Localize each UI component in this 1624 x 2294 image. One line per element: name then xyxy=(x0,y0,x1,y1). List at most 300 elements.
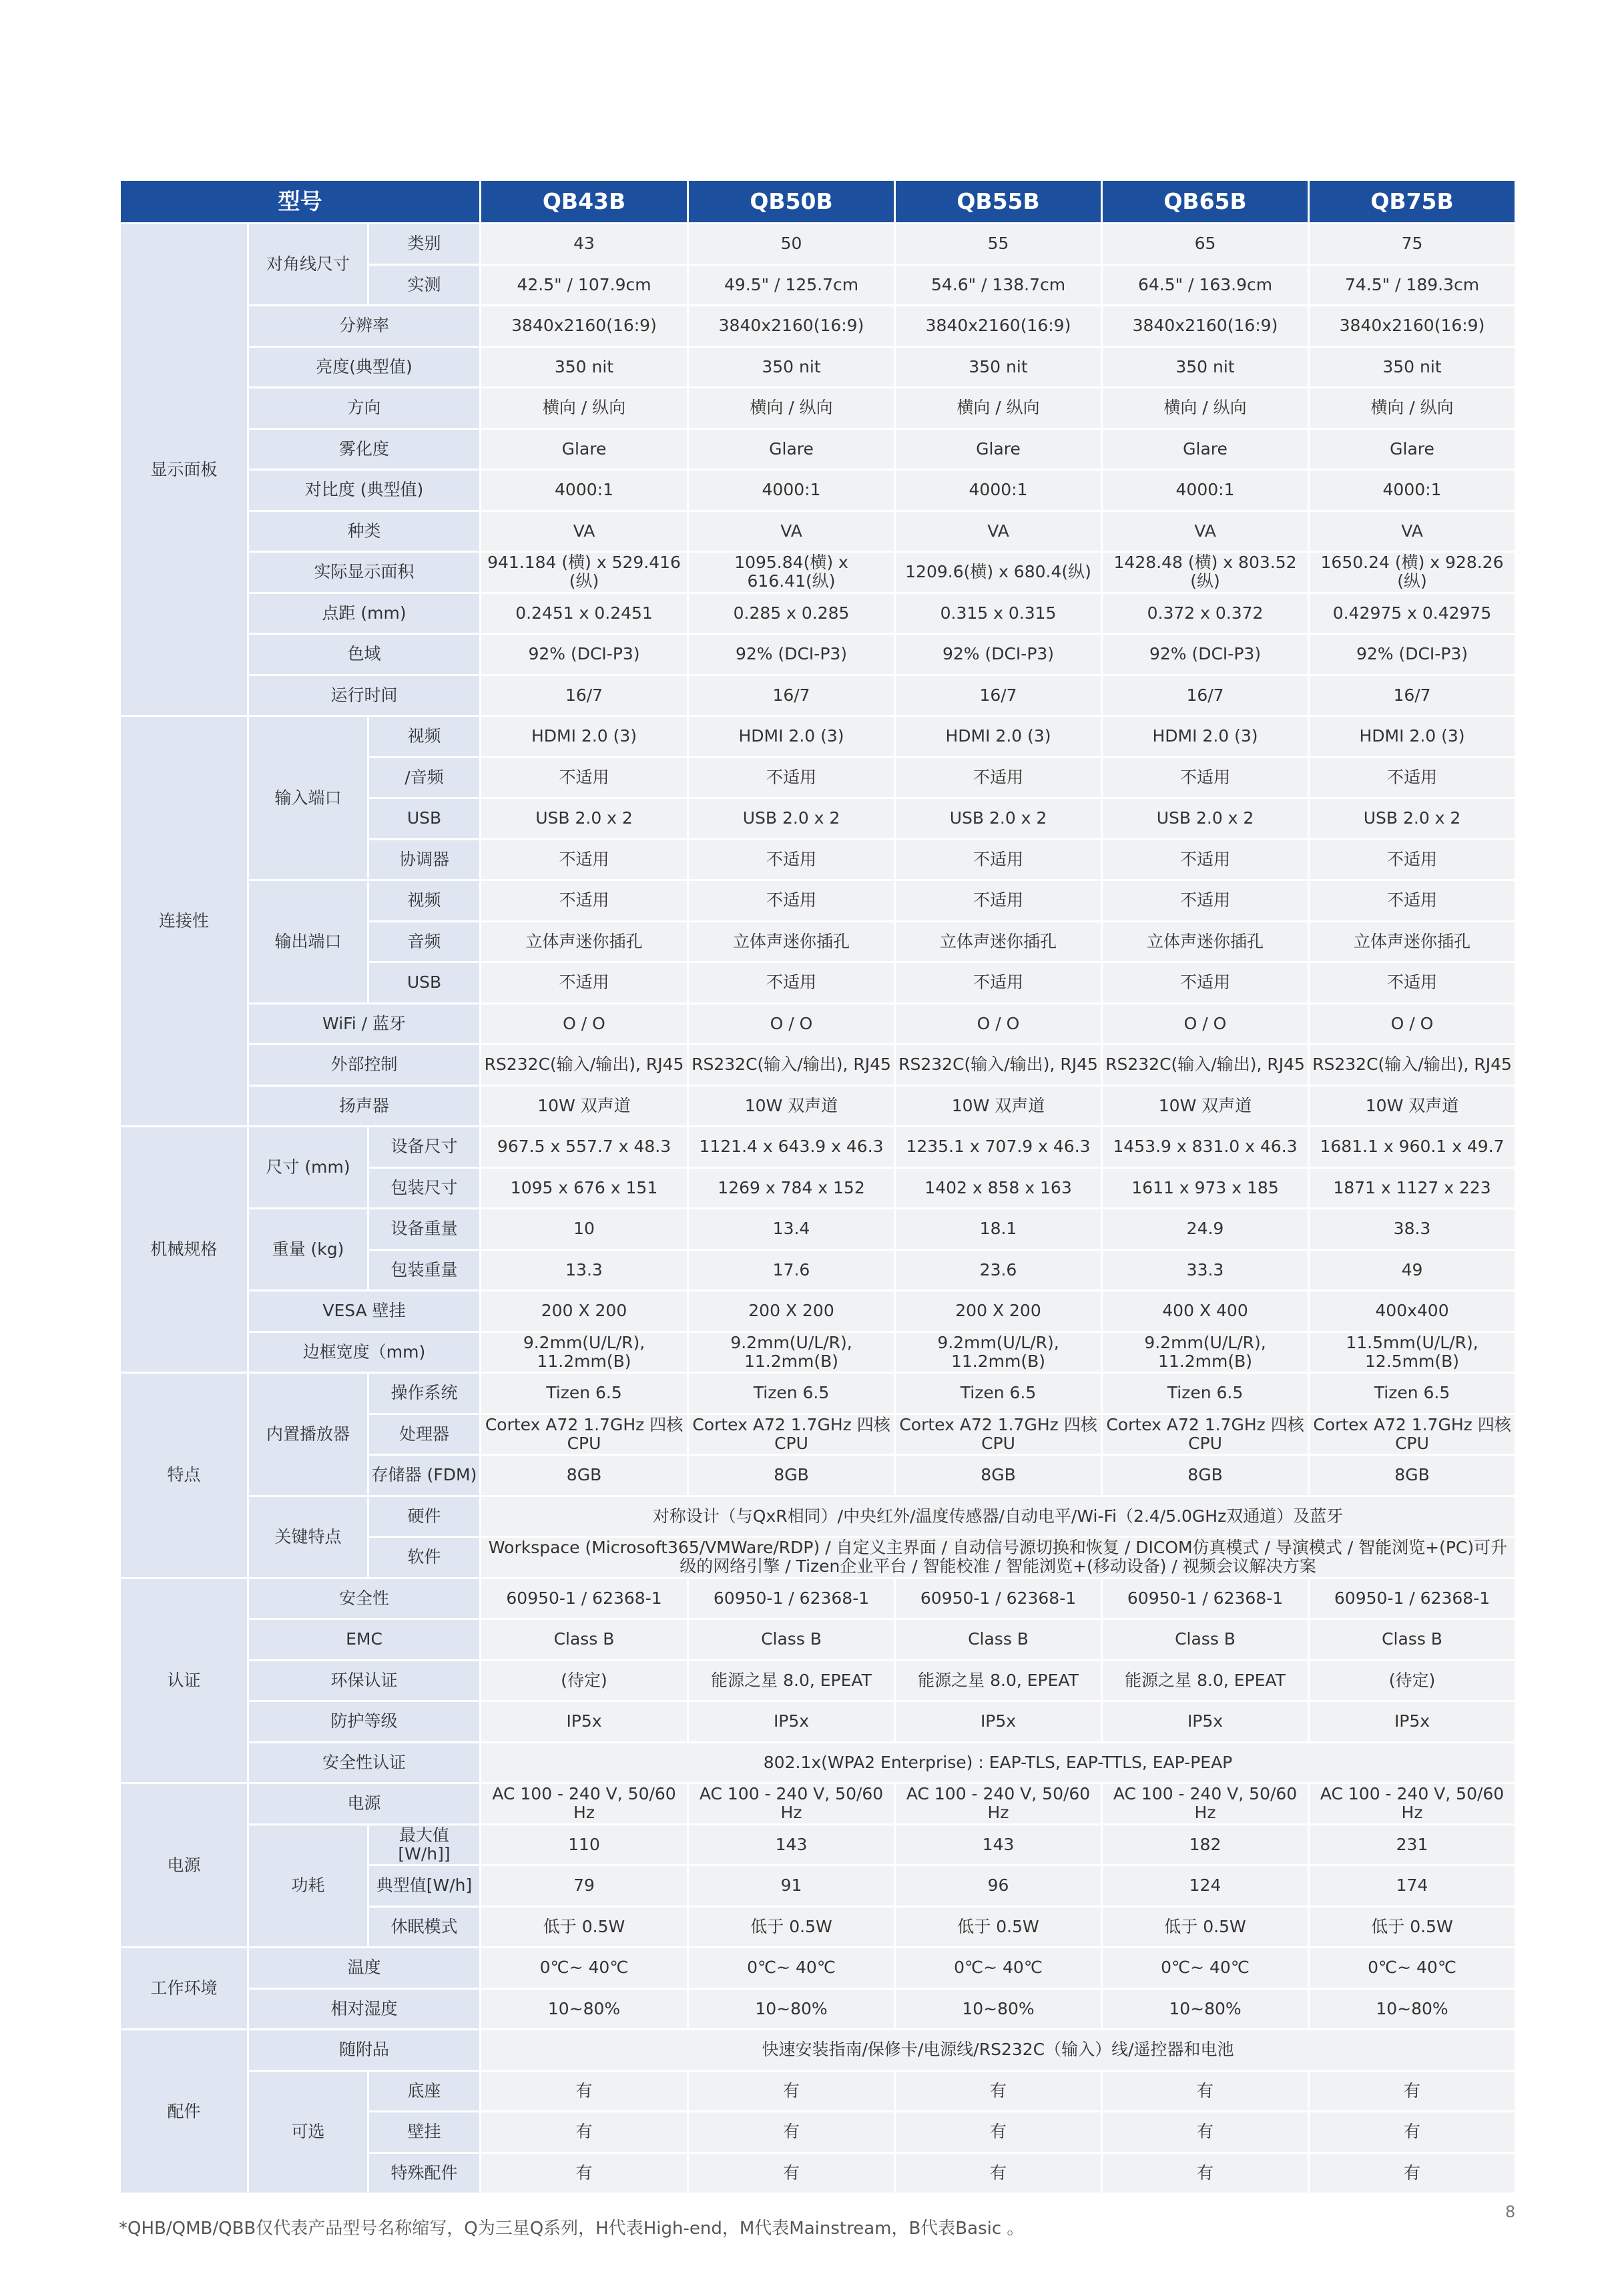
value-cell: 不适用 xyxy=(1102,880,1309,922)
value-cell: 16/7 xyxy=(1309,675,1516,716)
value-cell: 立体声迷你插孔 xyxy=(1102,921,1309,962)
value-cell: 不适用 xyxy=(895,757,1102,798)
value-cell: USB 2.0 x 2 xyxy=(1102,798,1309,840)
value-cell: 有 xyxy=(688,2153,895,2194)
value-cell: 3840x2160(16:9) xyxy=(688,306,895,347)
value-cell: 4000:1 xyxy=(1309,470,1516,511)
subgroup-cell: 输入端口 xyxy=(248,716,368,880)
table-row xyxy=(120,1701,1516,1743)
value-cell: 8GB xyxy=(895,1455,1102,1496)
value-cell: 350 nit xyxy=(1309,346,1516,388)
table-row xyxy=(120,1742,1516,1783)
value-cell: 8GB xyxy=(1102,1455,1309,1496)
value-cell: O / O xyxy=(1309,1003,1516,1045)
value-cell: 立体声迷你插孔 xyxy=(895,921,1102,962)
row-label: 亮度(典型值) xyxy=(248,346,481,388)
value-cell: 1871 x 1127 x 223 xyxy=(1309,1167,1516,1209)
value-cell: 1209.6(横) x 680.4(纵) xyxy=(895,552,1102,593)
value-cell: 有 xyxy=(481,2112,688,2153)
value-cell: HDMI 2.0 (3) xyxy=(688,716,895,758)
value-cell: 13.3 xyxy=(481,1249,688,1291)
value-cell: Tizen 6.5 xyxy=(688,1373,895,1414)
category-cell: 配件 xyxy=(120,2030,248,2194)
value-cell: Glare xyxy=(1102,428,1309,470)
value-cell: 3840x2160(16:9) xyxy=(1102,306,1309,347)
value-cell: 3840x2160(16:9) xyxy=(895,306,1102,347)
value-cell: 92% (DCI-P3) xyxy=(1102,634,1309,675)
value-cell: 不适用 xyxy=(1309,962,1516,1004)
table-row xyxy=(120,1332,1516,1373)
value-cell: 有 xyxy=(1309,2112,1516,2153)
value-cell: 1235.1 x 707.9 x 46.3 xyxy=(895,1127,1102,1168)
value-cell: 横向 / 纵向 xyxy=(895,388,1102,429)
category-cell: 机械规格 xyxy=(120,1127,248,1373)
value-cell: 92% (DCI-P3) xyxy=(1309,634,1516,675)
value-cell: 立体声迷你插孔 xyxy=(1309,921,1516,962)
footnote: *QHB/QMB/QBB仅代表产品型号名称缩写，Q为三星Q系列，H代表High-end，M代表Mainstream，B代表Basic 。 xyxy=(119,2219,1025,2239)
value-cell: 低于 0.5W xyxy=(1309,1906,1516,1948)
value-cell: AC 100 - 240 V, 50/60 Hz xyxy=(895,1783,1102,1825)
value-cell: 182 xyxy=(1102,1824,1309,1866)
value-cell: 16/7 xyxy=(1102,675,1309,716)
row-label: 包装尺寸 xyxy=(368,1167,481,1209)
value-cell: 10~80% xyxy=(688,1988,895,2030)
value-cell: Cortex A72 1.7GHz 四核 CPU xyxy=(1102,1414,1309,1455)
value-cell: 49 xyxy=(1309,1249,1516,1291)
row-label: 协调器 xyxy=(368,839,481,880)
row-label: 对比度 (典型值) xyxy=(248,470,481,511)
value-cell: 16/7 xyxy=(688,675,895,716)
value-cell: 200 X 200 xyxy=(481,1291,688,1332)
value-cell: IP5x xyxy=(1102,1701,1309,1743)
value-cell: 立体声迷你插孔 xyxy=(688,921,895,962)
value-cell: 有 xyxy=(1102,2112,1309,2153)
value-cell: IP5x xyxy=(1309,1701,1516,1743)
value-cell: 不适用 xyxy=(1309,839,1516,880)
row-label: 典型值[W/h] xyxy=(368,1866,481,1907)
value-cell: 174 xyxy=(1309,1866,1516,1907)
value-cell: Cortex A72 1.7GHz 四核 CPU xyxy=(1309,1414,1516,1455)
value-cell: 10~80% xyxy=(481,1988,688,2030)
value-cell: 200 X 200 xyxy=(895,1291,1102,1332)
value-cell: USB 2.0 x 2 xyxy=(688,798,895,840)
table-row xyxy=(120,470,1516,511)
model-header: 型号 xyxy=(120,180,481,224)
row-label: 音频 xyxy=(368,921,481,962)
value-cell: RS232C(输入/输出), RJ45 xyxy=(1309,1045,1516,1086)
value-cell: 0.2451 x 0.2451 xyxy=(481,593,688,634)
table-row xyxy=(120,716,1516,758)
value-cell: 60950-1 / 62368-1 xyxy=(1309,1578,1516,1619)
value-cell: 43 xyxy=(481,224,688,265)
model-column-header: QB65B xyxy=(1102,180,1309,224)
subgroup-cell: 可选 xyxy=(248,2070,368,2194)
table-row xyxy=(120,306,1516,347)
table-row xyxy=(120,552,1516,593)
value-cell: 不适用 xyxy=(481,839,688,880)
row-label: 运行时间 xyxy=(248,675,481,716)
table-row xyxy=(120,1045,1516,1086)
value-cell: 10W 双声道 xyxy=(688,1085,895,1127)
table-row xyxy=(120,1619,1516,1661)
table-row xyxy=(120,428,1516,470)
value-cell: 9.2mm(U/L/R), 11.2mm(B) xyxy=(895,1332,1102,1373)
value-cell: 16/7 xyxy=(481,675,688,716)
row-label: 实测 xyxy=(368,264,481,306)
row-label: 包装重量 xyxy=(368,1249,481,1291)
value-cell: 有 xyxy=(481,2153,688,2194)
table-row xyxy=(120,880,1516,922)
value-cell: Glare xyxy=(481,428,688,470)
value-cell: 1650.24 (横) x 928.26 (纵) xyxy=(1309,552,1516,593)
value-cell: 1428.48 (横) x 803.52 (纵) xyxy=(1102,552,1309,593)
spanning-value-cell: 对称设计（与QxR相同）/中央红外/温度传感器/自动电平/Wi-Fi（2.4/5.0GHz双通道）及蓝牙 xyxy=(481,1496,1516,1537)
value-cell: HDMI 2.0 (3) xyxy=(1309,716,1516,758)
value-cell: 不适用 xyxy=(895,880,1102,922)
value-cell: IP5x xyxy=(688,1701,895,1743)
value-cell: 42.5" / 107.9cm xyxy=(481,264,688,306)
value-cell: 横向 / 纵向 xyxy=(688,388,895,429)
value-cell: 不适用 xyxy=(688,839,895,880)
row-label: WiFi / 蓝牙 xyxy=(248,1003,481,1045)
spanning-value-cell: 快速安装指南/保修卡/电源线/RS232C（输入）线/遥控器和电池 xyxy=(481,2030,1516,2071)
value-cell: Tizen 6.5 xyxy=(481,1373,688,1414)
value-cell: 能源之星 8.0, EPEAT xyxy=(895,1660,1102,1701)
category-cell: 电源 xyxy=(120,1783,248,1948)
value-cell: 23.6 xyxy=(895,1249,1102,1291)
value-cell: RS232C(输入/输出), RJ45 xyxy=(688,1045,895,1086)
value-cell: 10 xyxy=(481,1209,688,1250)
value-cell: AC 100 - 240 V, 50/60 Hz xyxy=(1309,1783,1516,1825)
value-cell: 4000:1 xyxy=(1102,470,1309,511)
value-cell: 92% (DCI-P3) xyxy=(481,634,688,675)
table-row xyxy=(120,346,1516,388)
value-cell: VA xyxy=(1309,511,1516,552)
value-cell: 92% (DCI-P3) xyxy=(895,634,1102,675)
value-cell: 92% (DCI-P3) xyxy=(688,634,895,675)
value-cell: O / O xyxy=(895,1003,1102,1045)
value-cell: 1095 x 676 x 151 xyxy=(481,1167,688,1209)
value-cell: 967.5 x 557.7 x 48.3 xyxy=(481,1127,688,1168)
row-label: 视频 xyxy=(368,880,481,922)
value-cell: 不适用 xyxy=(895,839,1102,880)
table-header-row xyxy=(120,180,1516,224)
table-row xyxy=(120,2030,1516,2071)
row-label: 底座 xyxy=(368,2070,481,2112)
value-cell: IP5x xyxy=(481,1701,688,1743)
value-cell: 有 xyxy=(481,2070,688,2112)
value-cell: 4000:1 xyxy=(688,470,895,511)
value-cell: 0℃~ 40℃ xyxy=(1309,1948,1516,1989)
table-row xyxy=(120,634,1516,675)
value-cell: IP5x xyxy=(895,1701,1102,1743)
row-label: 处理器 xyxy=(368,1414,481,1455)
table-row xyxy=(120,1824,1516,1866)
table-row xyxy=(120,1948,1516,1989)
value-cell: 0℃~ 40℃ xyxy=(481,1948,688,1989)
value-cell: 0℃~ 40℃ xyxy=(1102,1948,1309,1989)
row-label: 种类 xyxy=(248,511,481,552)
table-row xyxy=(120,388,1516,429)
table-row xyxy=(120,1988,1516,2030)
subgroup-cell: 关键特点 xyxy=(248,1496,368,1578)
row-label: 点距 (mm) xyxy=(248,593,481,634)
row-label: 扬声器 xyxy=(248,1085,481,1127)
value-cell: 不适用 xyxy=(481,880,688,922)
value-cell: 10~80% xyxy=(1309,1988,1516,2030)
value-cell: 3840x2160(16:9) xyxy=(1309,306,1516,347)
model-column-header: QB75B xyxy=(1309,180,1516,224)
value-cell: 1095.84(横) x 616.41(纵) xyxy=(688,552,895,593)
row-label: 环保认证 xyxy=(248,1660,481,1701)
table-row xyxy=(120,1783,1516,1825)
spec-table-body xyxy=(120,224,1516,2194)
value-cell: 4000:1 xyxy=(481,470,688,511)
value-cell: VA xyxy=(1102,511,1309,552)
value-cell: AC 100 - 240 V, 50/60 Hz xyxy=(688,1783,895,1825)
table-row xyxy=(120,593,1516,634)
value-cell: 不适用 xyxy=(688,880,895,922)
value-cell: 64.5" / 163.9cm xyxy=(1102,264,1309,306)
value-cell: 1611 x 973 x 185 xyxy=(1102,1167,1309,1209)
value-cell: Class B xyxy=(1309,1619,1516,1661)
row-label: 色域 xyxy=(248,634,481,675)
value-cell: 8GB xyxy=(1309,1455,1516,1496)
row-label: 类别 xyxy=(368,224,481,265)
row-label: 安全性 xyxy=(248,1578,481,1619)
table-row xyxy=(120,2070,1516,2112)
row-label: 方向 xyxy=(248,388,481,429)
value-cell: AC 100 - 240 V, 50/60 Hz xyxy=(1102,1783,1309,1825)
value-cell: 0℃~ 40℃ xyxy=(895,1948,1102,1989)
value-cell: 79 xyxy=(481,1866,688,1907)
value-cell: 17.6 xyxy=(688,1249,895,1291)
value-cell: 74.5" / 189.3cm xyxy=(1309,264,1516,306)
row-label: 休眠模式 xyxy=(368,1906,481,1948)
value-cell: RS232C(输入/输出), RJ45 xyxy=(1102,1045,1309,1086)
value-cell: 有 xyxy=(895,2070,1102,2112)
row-label: 电源 xyxy=(248,1783,481,1825)
row-label: 设备重量 xyxy=(368,1209,481,1250)
value-cell: 有 xyxy=(688,2070,895,2112)
value-cell: 143 xyxy=(895,1824,1102,1866)
value-cell: 10W 双声道 xyxy=(1102,1085,1309,1127)
value-cell: 1269 x 784 x 152 xyxy=(688,1167,895,1209)
value-cell: VA xyxy=(688,511,895,552)
value-cell: 横向 / 纵向 xyxy=(1102,388,1309,429)
value-cell: 60950-1 / 62368-1 xyxy=(481,1578,688,1619)
value-cell: AC 100 - 240 V, 50/60 Hz xyxy=(481,1783,688,1825)
value-cell: Tizen 6.5 xyxy=(1102,1373,1309,1414)
model-column-header: QB43B xyxy=(481,180,688,224)
value-cell: 1681.1 x 960.1 x 49.7 xyxy=(1309,1127,1516,1168)
value-cell: 38.3 xyxy=(1309,1209,1516,1250)
value-cell: 9.2mm(U/L/R), 11.2mm(B) xyxy=(688,1332,895,1373)
value-cell: 33.3 xyxy=(1102,1249,1309,1291)
value-cell: 10W 双声道 xyxy=(481,1085,688,1127)
row-label: USB xyxy=(368,798,481,840)
value-cell: 143 xyxy=(688,1824,895,1866)
value-cell: 有 xyxy=(895,2153,1102,2194)
value-cell: 9.2mm(U/L/R), 11.2mm(B) xyxy=(481,1332,688,1373)
value-cell: Cortex A72 1.7GHz 四核 CPU xyxy=(895,1414,1102,1455)
category-cell: 连接性 xyxy=(120,716,248,1127)
value-cell: USB 2.0 x 2 xyxy=(481,798,688,840)
row-label: 实际显示面积 xyxy=(248,552,481,593)
value-cell: 不适用 xyxy=(688,962,895,1004)
subgroup-cell: 内置播放器 xyxy=(248,1373,368,1496)
value-cell: Tizen 6.5 xyxy=(895,1373,1102,1414)
value-cell: 941.184 (横) x 529.416 (纵) xyxy=(481,552,688,593)
value-cell: Class B xyxy=(688,1619,895,1661)
value-cell: (待定) xyxy=(1309,1660,1516,1701)
value-cell: 54.6" / 138.7cm xyxy=(895,264,1102,306)
row-label: 外部控制 xyxy=(248,1045,481,1086)
subgroup-cell: 对角线尺寸 xyxy=(248,224,368,306)
value-cell: 不适用 xyxy=(481,962,688,1004)
row-label: 特殊配件 xyxy=(368,2153,481,2194)
value-cell: 不适用 xyxy=(1102,757,1309,798)
row-label: VESA 壁挂 xyxy=(248,1291,481,1332)
table-row xyxy=(120,1209,1516,1250)
value-cell: 18.1 xyxy=(895,1209,1102,1250)
category-cell: 工作环境 xyxy=(120,1948,248,2030)
subgroup-cell: 尺寸 (mm) xyxy=(248,1127,368,1209)
spec-table xyxy=(119,179,1517,2195)
row-label: 分辨率 xyxy=(248,306,481,347)
table-row xyxy=(120,675,1516,716)
table-row xyxy=(120,1578,1516,1619)
value-cell: 3840x2160(16:9) xyxy=(481,306,688,347)
row-label: 软件 xyxy=(368,1537,481,1579)
value-cell: Class B xyxy=(1102,1619,1309,1661)
table-row xyxy=(120,511,1516,552)
value-cell: 1453.9 x 831.0 x 46.3 xyxy=(1102,1127,1309,1168)
value-cell: O / O xyxy=(481,1003,688,1045)
value-cell: 13.4 xyxy=(688,1209,895,1250)
value-cell: O / O xyxy=(688,1003,895,1045)
value-cell: 350 nit xyxy=(688,346,895,388)
table-row xyxy=(120,1373,1516,1414)
value-cell: VA xyxy=(895,511,1102,552)
value-cell: 350 nit xyxy=(481,346,688,388)
value-cell: 350 nit xyxy=(1102,346,1309,388)
value-cell: 不适用 xyxy=(481,757,688,798)
value-cell: 400 X 400 xyxy=(1102,1291,1309,1332)
row-label: 设备尺寸 xyxy=(368,1127,481,1168)
row-label: 相对湿度 xyxy=(248,1988,481,2030)
table-row xyxy=(120,1291,1516,1332)
row-label: 操作系统 xyxy=(368,1373,481,1414)
value-cell: 立体声迷你插孔 xyxy=(481,921,688,962)
value-cell: 低于 0.5W xyxy=(1102,1906,1309,1948)
value-cell: 10W 双声道 xyxy=(895,1085,1102,1127)
row-label: 温度 xyxy=(248,1948,481,1989)
value-cell: 200 X 200 xyxy=(688,1291,895,1332)
value-cell: 不适用 xyxy=(1102,962,1309,1004)
table-row xyxy=(120,224,1516,265)
value-cell: 60950-1 / 62368-1 xyxy=(688,1578,895,1619)
value-cell: 8GB xyxy=(688,1455,895,1496)
value-cell: (待定) xyxy=(481,1660,688,1701)
row-label: 防护等级 xyxy=(248,1701,481,1743)
value-cell: 75 xyxy=(1309,224,1516,265)
row-label: 雾化度 xyxy=(248,428,481,470)
table-row xyxy=(120,1496,1516,1537)
subgroup-cell: 重量 (kg) xyxy=(248,1209,368,1291)
value-cell: 0.285 x 0.285 xyxy=(688,593,895,634)
value-cell: HDMI 2.0 (3) xyxy=(481,716,688,758)
row-label: USB xyxy=(368,962,481,1004)
row-label: EMC xyxy=(248,1619,481,1661)
category-cell: 认证 xyxy=(120,1578,248,1783)
model-column-header: QB50B xyxy=(688,180,895,224)
value-cell: 9.2mm(U/L/R), 11.2mm(B) xyxy=(1102,1332,1309,1373)
value-cell: 50 xyxy=(688,224,895,265)
spanning-value-cell: 802.1x(WPA2 Enterprise) : EAP-TLS, EAP-TTLS, EAP-PEAP xyxy=(481,1742,1516,1783)
value-cell: RS232C(输入/输出), RJ45 xyxy=(481,1045,688,1086)
category-cell: 特点 xyxy=(120,1373,248,1579)
value-cell: 低于 0.5W xyxy=(688,1906,895,1948)
value-cell: 横向 / 纵向 xyxy=(1309,388,1516,429)
row-label: 安全性认证 xyxy=(248,1742,481,1783)
value-cell: 10~80% xyxy=(1102,1988,1309,2030)
value-cell: 231 xyxy=(1309,1824,1516,1866)
row-label: 随附品 xyxy=(248,2030,481,2071)
value-cell: USB 2.0 x 2 xyxy=(1309,798,1516,840)
value-cell: VA xyxy=(481,511,688,552)
value-cell: 横向 / 纵向 xyxy=(481,388,688,429)
value-cell: 10~80% xyxy=(895,1988,1102,2030)
value-cell: HDMI 2.0 (3) xyxy=(895,716,1102,758)
value-cell: 10W 双声道 xyxy=(1309,1085,1516,1127)
category-cell: 显示面板 xyxy=(120,224,248,716)
value-cell: 8GB xyxy=(481,1455,688,1496)
value-cell: Glare xyxy=(1309,428,1516,470)
value-cell: 1402 x 858 x 163 xyxy=(895,1167,1102,1209)
row-label: 视频 xyxy=(368,716,481,758)
value-cell: 0.372 x 0.372 xyxy=(1102,593,1309,634)
table-row xyxy=(120,1127,1516,1168)
value-cell: 不适用 xyxy=(1102,839,1309,880)
value-cell: 不适用 xyxy=(1309,757,1516,798)
value-cell: 低于 0.5W xyxy=(895,1906,1102,1948)
value-cell: 有 xyxy=(895,2112,1102,2153)
value-cell: 55 xyxy=(895,224,1102,265)
row-label: 硬件 xyxy=(368,1496,481,1537)
value-cell: 不适用 xyxy=(1309,880,1516,922)
value-cell: 有 xyxy=(688,2112,895,2153)
value-cell: Class B xyxy=(895,1619,1102,1661)
subgroup-cell: 功耗 xyxy=(248,1824,368,1948)
value-cell: 24.9 xyxy=(1102,1209,1309,1250)
value-cell: 0℃~ 40℃ xyxy=(688,1948,895,1989)
value-cell: 4000:1 xyxy=(895,470,1102,511)
value-cell: 65 xyxy=(1102,224,1309,265)
page-number: 8 xyxy=(1505,2203,1516,2221)
value-cell: 60950-1 / 62368-1 xyxy=(895,1578,1102,1619)
value-cell: O / O xyxy=(1102,1003,1309,1045)
row-label: /音频 xyxy=(368,757,481,798)
value-cell: 124 xyxy=(1102,1866,1309,1907)
value-cell: 有 xyxy=(1309,2153,1516,2194)
value-cell: 400x400 xyxy=(1309,1291,1516,1332)
value-cell: 16/7 xyxy=(895,675,1102,716)
row-label: 最大值 [W/h]] xyxy=(368,1824,481,1866)
value-cell: RS232C(输入/输出), RJ45 xyxy=(895,1045,1102,1086)
value-cell: Glare xyxy=(688,428,895,470)
value-cell: Class B xyxy=(481,1619,688,1661)
